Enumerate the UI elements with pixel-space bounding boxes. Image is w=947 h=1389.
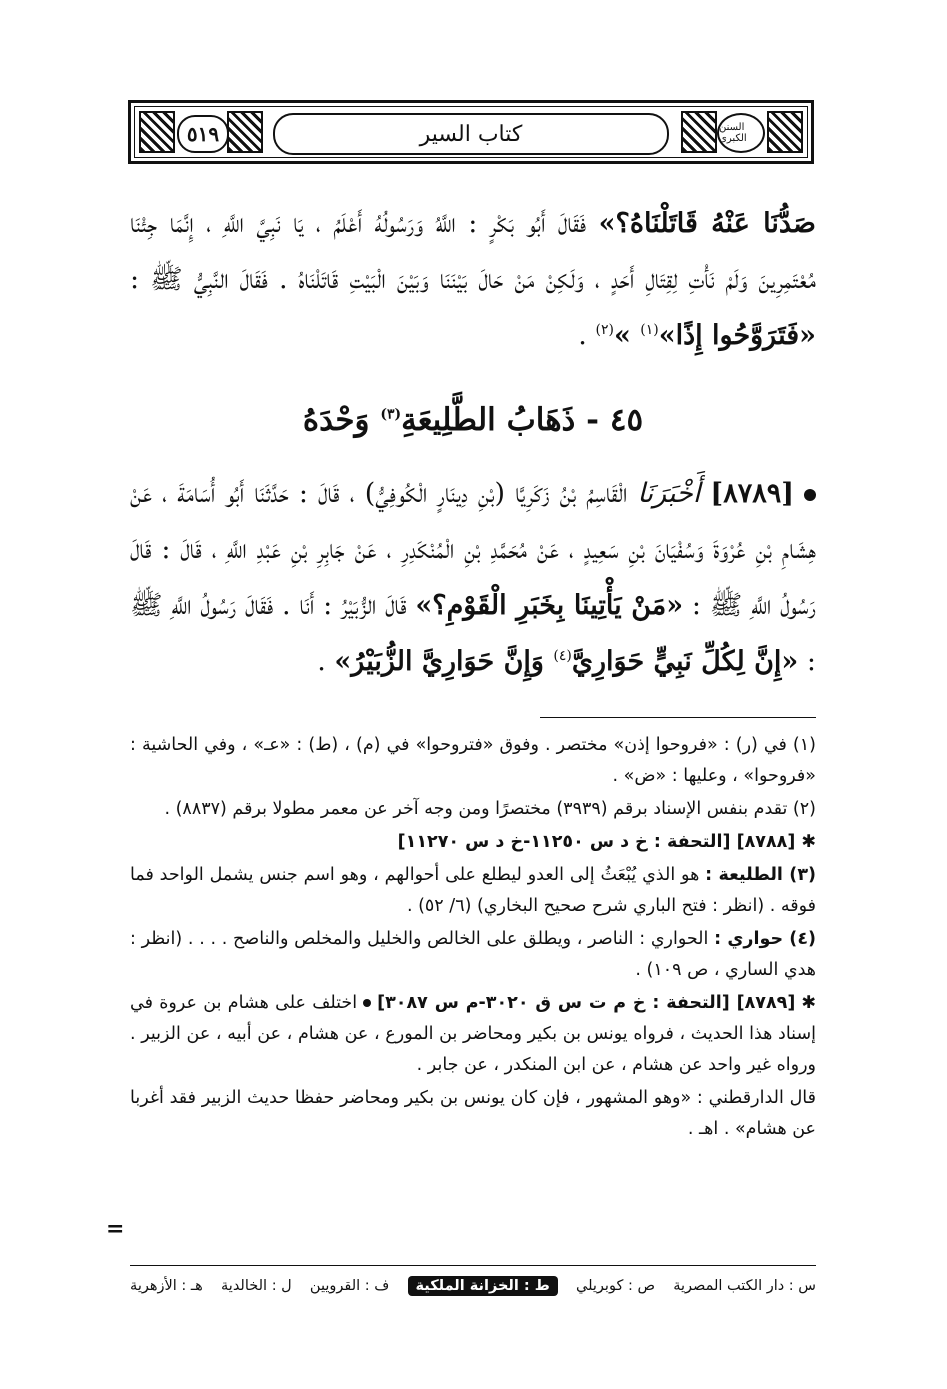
footnote-1: (١) في (ر) : «فروحوا إذن» مختصر . وفوق «فتروحوا» في (م) ، (ط) : «عـ» ، وفي الحاشية : «فروحوا» ، وعليها : «ض» . <box>130 735 816 786</box>
ornament-icon <box>139 111 175 153</box>
body-text: الْقَاسِمُ بْنُ زَكَرِيَّا (بْنِ دِينَارٍ الْكُوفِيُّ) ، قَالَ : حَدَّثَنَا أَبُو أُسَامَةَ ، عَنْ هِشَامِ بْنِ عُرْوَةَ وَسُفْيَانَ بْنِ سَعِيدٍ ، عَنْ مُحَمَّدِ بْنِ الْمُنْكَدِرِ ، عَنْ جَابِرِ بْنِ عَبْدِ اللَّهِ ، قَالَ : قَالَ رَسُولُ اللَّهِ ﷺ : <box>130 478 816 621</box>
page-header <box>128 100 814 164</box>
book-title: كتاب السير <box>273 113 669 155</box>
footnote-ref: (٢) <box>595 322 614 338</box>
ornament-icon <box>681 111 717 153</box>
legend-f: ف : القرويين <box>309 1278 390 1294</box>
footer-divider <box>130 1265 816 1266</box>
star-icon: ✱ <box>801 832 816 852</box>
body-text: قَالَ الزُّبَيْرُ : أَنَا . فَقَالَ رَسُولُ اللَّهِ ﷺ : <box>130 590 816 677</box>
legend-h: هـ : الأزهرية <box>130 1278 203 1294</box>
quote-text: صَدُّنَا عَنْهُ قَاتَلْنَاهُ؟» <box>598 208 816 239</box>
footnotes <box>130 730 816 1147</box>
legend-s: س : دار الكتب المصرية <box>673 1278 816 1294</box>
body-text: فَقَالَ أَبُو بَكْرٍ : اللَّهُ وَرَسُولُهُ أَعْلَمُ ، يَا نَبِيَّ اللَّهِ ، إِنَّمَا جِئْنَا مُعْتَمِرِينَ وَلَمْ نَأْتِ لِقِتَالِ أَحَدٍ ، وَلَكِنْ مَنْ حَالَ بَيْنَنَا وَبَيْنَ الْبَيْتِ قَاتَلْنَاهُ . فَقَالَ النَّبِيُّ ﷺ : <box>130 208 816 295</box>
continuation-mark: = <box>106 1216 125 1242</box>
legend-l: ل : الخالدية <box>221 1278 292 1294</box>
main-paragraph-1 <box>130 196 816 364</box>
bullet-icon <box>363 999 371 1007</box>
main-paragraph-2 <box>130 466 816 690</box>
star-icon: ✱ <box>801 993 816 1013</box>
footnote-ref: (٣) <box>380 406 402 423</box>
quote-text: «إِنَّ لِكُلِّ نَبِيٍّ حَوَارِيَّ <box>571 646 799 677</box>
page-number: ٥١٩ <box>177 115 229 153</box>
darqutni-note: قال الدارقطني : «وهو المشهور ، فإن كان يونس بن بكير ومحاضر حفظا حديث الزبير فقد أغربا عن هشام» . اهـ . <box>130 1088 816 1139</box>
footnote-divider <box>540 717 816 718</box>
section-heading: ٤٥ - ذَهَابُ الطَّلِيعَةِ$^{(٣)}$ وَحْدَهُ <box>302 402 644 438</box>
footnote-3: (٣) الطليعة : هو الذي يُبْعَثُ إلى العدو ليطلع على أحوالهم ، وهو اسم جنس يشمل الواحد فما فوقه . (انظر : فتح الباري شرح صحيح البخاري) (٦/ ٥٢) . <box>130 865 816 916</box>
ornament-icon <box>227 111 263 153</box>
tuhfa-8789: ✱[٨٧٨٩] [التحفة : خ م ت س ق ٣٠٢٠-م س ٣٠٨٧]اختلف على هشام بن عروة في إسناد هذا الحديث ، فرواه يونس بن بكير ومحاضر بن المورع ، عن هشام ، عن أبيه ، عن الزبير . ورواه غير واحد عن هشام ، عن ابن المنكدر ، عن جابر . <box>130 993 816 1075</box>
quote-text: وَإِنَّ حَوَارِيَّ الزُّبَيْرُ» <box>334 646 554 677</box>
quote-text: «فَتَرَوَّحُوا إِذًا» <box>658 320 816 351</box>
legend-s2: ص : كوبريلي <box>576 1278 655 1294</box>
footnote-ref: (١) <box>640 322 659 338</box>
quote-close: » <box>613 320 641 351</box>
footnote-4: (٤) حواري : الحواري : الناصر ، ويطلق على الخالص والخليل والمخلص والناصح . . . . (انظر : هدي الساري ، ص ١٠٩) . <box>130 929 816 980</box>
footnote-2: (٢) تقدم بنفس الإسناد برقم (٣٩٣٩) مختصرًا ومن وجه آخر عن معمر مطولا برقم (٨٨٣٧) . <box>164 799 816 819</box>
ornament-icon <box>767 111 803 153</box>
tuhfa-8788: ✱[٨٧٨٨] [التحفة : خ د س ١١٢٥٠-خ د س ١١٢٧٠] <box>397 832 816 852</box>
bullet-icon <box>804 489 816 501</box>
legend-t: ط : الخزانة الملكية <box>408 1276 558 1296</box>
akhbarana-label: أَخْبَرَنَا <box>627 478 711 509</box>
manuscript-legend <box>130 1272 816 1300</box>
hadith-number: [٨٧٨٩] <box>710 478 794 509</box>
body-text: . <box>317 646 335 677</box>
footnote-ref: (٤) <box>553 648 572 664</box>
quote-text: «مَنْ يَأْتِينَا بِخَبَرِ الْقَوْمِ؟» <box>415 590 684 621</box>
body-text: . <box>578 320 596 351</box>
book-emblem: السنن الكبرى <box>717 113 765 153</box>
